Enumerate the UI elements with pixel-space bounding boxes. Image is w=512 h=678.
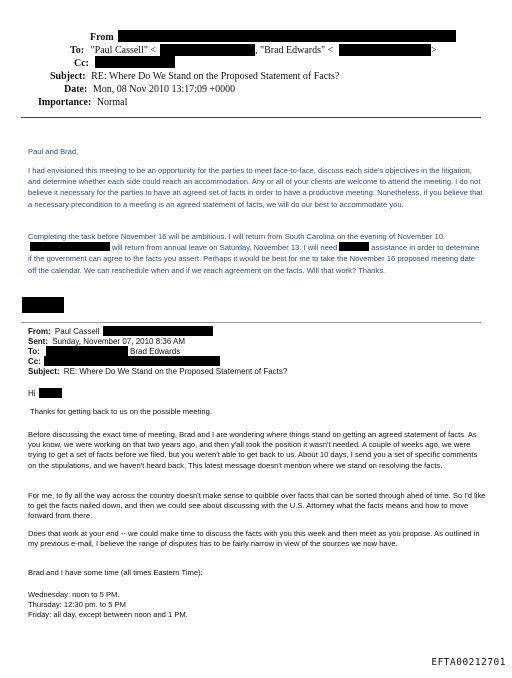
forward-cc-label: Cc: — [28, 357, 41, 366]
header-importance-row — [38, 97, 127, 109]
header-from-row — [90, 32, 114, 44]
header-from-label: From — [90, 32, 114, 43]
forward-from-row — [28, 327, 99, 337]
reply-paragraph-2-part-a: Completing the task before November 16 will be ambitious. I will return from South Carolina on the evening of November 10. — [28, 232, 446, 241]
availability-item: Wednesday: noon to 5 PM. — [28, 590, 120, 599]
availability-list — [28, 590, 486, 621]
forward-subject-row — [28, 367, 287, 377]
header-subject-value: RE: Where Do We Stand on the Proposed Statement of Facts? — [91, 71, 340, 82]
forward-subject-label: Subject: — [28, 367, 60, 376]
redaction-inline — [30, 242, 110, 251]
header-subject-label: Subject: — [50, 71, 86, 82]
body-paragraph-2: Before discussing the exact time of meeting, Brad and I are wondering where things stand on getting an agreed statement of facts. As you know, we were working on that two years ago, and then y'all took the position it wasn't needed. A couple of weeks ago, we were trying to get a set of facts before we filed, but you weren't able to get back to us. About 10 days, I send you a set of specific comments on the stipulations, and we haven't heard back. This latest message doesn't mention where we stand on resolving the facts. — [28, 430, 478, 470]
header-importance-value: Normal — [96, 97, 128, 108]
redaction-bar — [339, 44, 431, 56]
body-paragraph-4: Does that work at your end -- we could make time to discuss the facts with you this week and then meet as you propose. As outlined in my previous e-mail, I believe the range of disputes has to be fairly narrow in view of the sources we now have. — [28, 529, 480, 549]
reply-paragraph-2-part-c: assistance in order to determine if the government can agree to the facts you assert. Perhaps it would be best for me to take the November 16 proposed meeting date off the calendar. We can reschedule when and if we reach agreement on the facts. Will that work? Thanks. — [28, 243, 480, 275]
forward-subject-value: RE: Where Do We Stand on the Proposed Statement of Facts? — [63, 367, 288, 376]
reply-paragraph-2 — [28, 231, 483, 276]
forward-to-label: To: — [28, 347, 40, 356]
body-paragraph-3: For me, to fly all the way across the country doesn't make sense to quibble over facts that can be sorted through ahed of time. So I'd like to get the facts nailed down, and then we could see about discussing with the U.S. Attorney what the facts means and how to move forward from there. — [28, 491, 486, 521]
header-to-value-2: , "Brad Edwards" < — [255, 45, 334, 56]
header-cc-label: Cc: — [74, 58, 89, 69]
forward-cc-row — [28, 357, 41, 367]
header-to-label: To: — [70, 45, 85, 56]
forward-from-value: Paul Cassell — [54, 327, 100, 336]
redaction-bar — [44, 356, 220, 366]
forward-divider — [21, 322, 481, 323]
header-importance-label: Importance: — [38, 97, 92, 108]
forward-from-label: From: — [28, 327, 51, 336]
body-paragraph-1: Thanks for getting back to us on the possible meeting. — [30, 407, 212, 416]
reply-paragraph-1: I had envisioned this meeting to be an opportunity for the parties to meet face-to-face, discuss each side's objectives in the litigation, and determine whether each side could reach an accommodation. Any or all of your clients are welcome to attend the meeting. I do not believe it necessary for the parties to have an agreed set of facts in order to have a productive meeting. Nonetheless, if you believe that a necessary precondition to a meeting is an agreed statement of facts, we will do our best to accommodate you. — [28, 166, 483, 209]
header-date-value: Mon, 08 Nov 2010 13:17:09 +0000 — [92, 84, 236, 95]
forward-sent-label: Sent: — [28, 337, 48, 346]
bates-number: EFTA00212701 — [431, 657, 506, 668]
header-subject-row — [50, 71, 339, 83]
body-greeting-row — [28, 389, 36, 399]
header-divider — [21, 117, 481, 118]
forward-to-row — [28, 347, 40, 357]
reply-greeting: Paul and Brad, — [28, 147, 79, 156]
redaction-bar — [95, 56, 175, 68]
body-paragraph-5: Brad and I have some time (all times Eastern Time): — [28, 568, 203, 577]
header-to-value-1: "Paul Cassell" < — [90, 45, 157, 56]
redaction-bar — [39, 388, 62, 398]
redaction-bar — [46, 346, 128, 356]
signature-redaction — [22, 297, 64, 313]
header-to-value-end: > — [431, 45, 437, 56]
header-cc-row — [74, 58, 89, 70]
availability-item: Friday: all day, except between noon and 1 PM. — [28, 610, 188, 620]
header-date-label: Date: — [64, 84, 88, 95]
forward-sent-value: Sunday, November 07, 2010 8:36 AM — [52, 337, 186, 346]
header-date-row — [64, 84, 235, 96]
forward-to-value: Brad Edwards — [130, 347, 181, 356]
redaction-bar — [118, 30, 456, 42]
reply-paragraph-2-part-b: will return from annual leave on Saturday, November 13. I will need — [112, 243, 338, 253]
redaction-bar — [103, 326, 213, 336]
availability-item: Thursday: 12:30 pm. to 5 PM — [28, 600, 126, 610]
body-greeting: Hi — [28, 389, 36, 398]
redaction-bar — [160, 44, 255, 56]
redaction-inline — [339, 242, 369, 251]
